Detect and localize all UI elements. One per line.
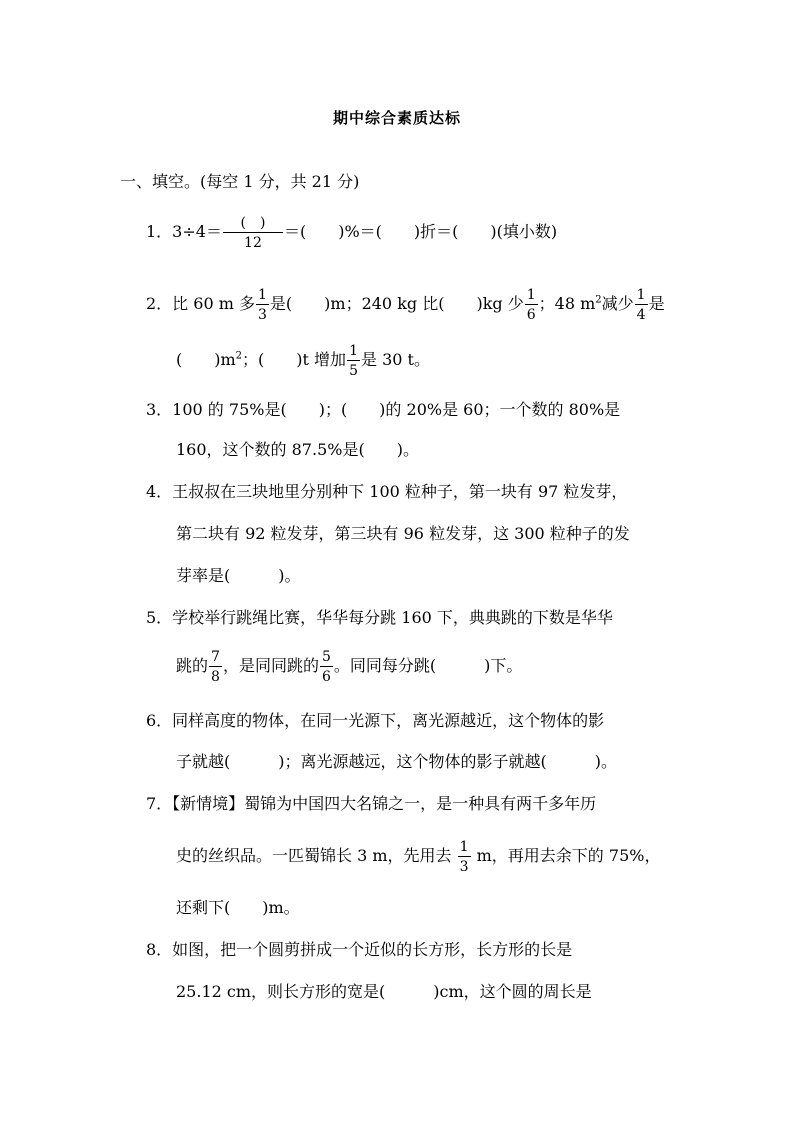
question-8-line-2: 25.12 cm，则长方形的宽是( )cm，这个圆的周长是 <box>176 982 592 1001</box>
question-4-line-3: 芽率是( )。 <box>176 566 301 585</box>
q2-text-c: ；48 m <box>538 294 596 313</box>
q2-superscript-2: 2 <box>235 350 243 362</box>
question-3-line-2: 160，这个数的 87.5%是( )。 <box>176 440 419 459</box>
question-6-line-1: 6．同样高度的物体，在同一光源下，离光源越近，这个物体的影 <box>146 711 605 730</box>
q2-line2-text-a: ( )m <box>176 350 236 369</box>
page-title: 期中综合素质达标 <box>332 109 461 127</box>
q1-text-pre: 1．3÷4＝ <box>146 222 222 241</box>
q2-f1-denominator: 3 <box>257 306 267 323</box>
question-7-line-2 <box>176 834 660 878</box>
q2-f4-numerator: 1 <box>349 342 358 359</box>
q2-text-a: 2．比 60 m 多 <box>146 294 255 313</box>
question-7-line-1: 7．【新情境】蜀锦为中国四大名锦之一，是一种具有两千多年历 <box>146 794 597 813</box>
q2-text-b: 是( )m；240 kg 比( )kg 少 <box>269 294 524 313</box>
q2-fraction-2 <box>525 288 538 322</box>
q2-superscript-1: 2 <box>595 294 602 306</box>
q5-fraction-1 <box>209 650 222 684</box>
q2-text-e: 是 <box>648 294 665 313</box>
q1-fraction-numerator: ( ) <box>223 216 283 233</box>
q5-text-a: 跳的 <box>176 656 209 675</box>
q2-fraction-4 <box>347 344 360 378</box>
q2-f2-numerator: 1 <box>526 286 536 303</box>
q5-fraction-2 <box>320 650 333 684</box>
question-5-line-1: 5．学校举行跳绳比赛，华华每分跳 160 下，典典跳的下数是华华 <box>146 608 613 627</box>
q5-f1-denominator: 8 <box>211 668 220 685</box>
q1-text-post: ＝( )%＝( )折＝( )(填小数) <box>283 222 558 241</box>
q7-fraction-numerator: 1 <box>459 838 469 855</box>
q5-f2-denominator: 6 <box>321 668 331 685</box>
q2-f3-denominator: 4 <box>636 306 646 323</box>
q2-fraction-3 <box>635 288 648 322</box>
q7-text-b: m，再用去余下的 75%， <box>471 846 661 865</box>
q2-f2-denominator: 6 <box>526 306 536 323</box>
q2-f4-denominator: 5 <box>349 362 358 379</box>
question-2-line-2 <box>176 340 430 380</box>
question-4-line-2: 第二块有 92 粒发芽，第三块有 96 粒发芽，这 300 粒种子的发 <box>176 524 630 543</box>
q7-fraction-denominator: 3 <box>459 858 469 875</box>
q5-text-b: ，是同同跳的 <box>222 656 319 675</box>
q2-text-d: 减少 <box>601 294 634 313</box>
q7-fraction <box>458 840 471 874</box>
q1-fraction-denominator: 12 <box>244 234 262 251</box>
q2-line2-text-b: ；( )t 增加 <box>242 350 347 369</box>
q5-f1-numerator: 7 <box>211 648 220 665</box>
question-3-line-1: 3．100 的 75%是( )；( )的 20%是 60；一个数的 80%是 <box>146 400 621 419</box>
q2-line2-text-c: 是 30 t。 <box>360 350 430 369</box>
question-2-line-1 <box>146 284 665 324</box>
q2-f3-numerator: 1 <box>636 286 646 303</box>
question-4-line-1: 4．王叔叔在三块地里分别种下 100 粒种子，第一块有 97 粒发芽， <box>146 482 628 501</box>
question-8-line-1: 8．如图，把一个圆剪拼成一个近似的长方形，长方形的长是 <box>146 940 573 959</box>
q5-f2-numerator: 5 <box>321 648 331 665</box>
section-heading: 一、填空。(每空 1 分，共 21 分) <box>120 172 360 191</box>
q2-f1-numerator: 1 <box>257 286 267 303</box>
question-6-line-2: 子就越( )；离光源越远，这个物体的影子就越( )。 <box>176 752 617 771</box>
q2-fraction-1 <box>256 288 269 322</box>
question-5-line-2 <box>176 646 522 686</box>
q5-text-c: 。同同每分跳( )下。 <box>333 656 523 675</box>
q1-fraction <box>223 216 283 250</box>
q7-text-a: 史的丝织品。一匹蜀锦长 3 m，先用去 <box>176 846 457 865</box>
question-1 <box>146 212 557 252</box>
question-7-line-3: 还剩下( )m。 <box>176 898 300 917</box>
